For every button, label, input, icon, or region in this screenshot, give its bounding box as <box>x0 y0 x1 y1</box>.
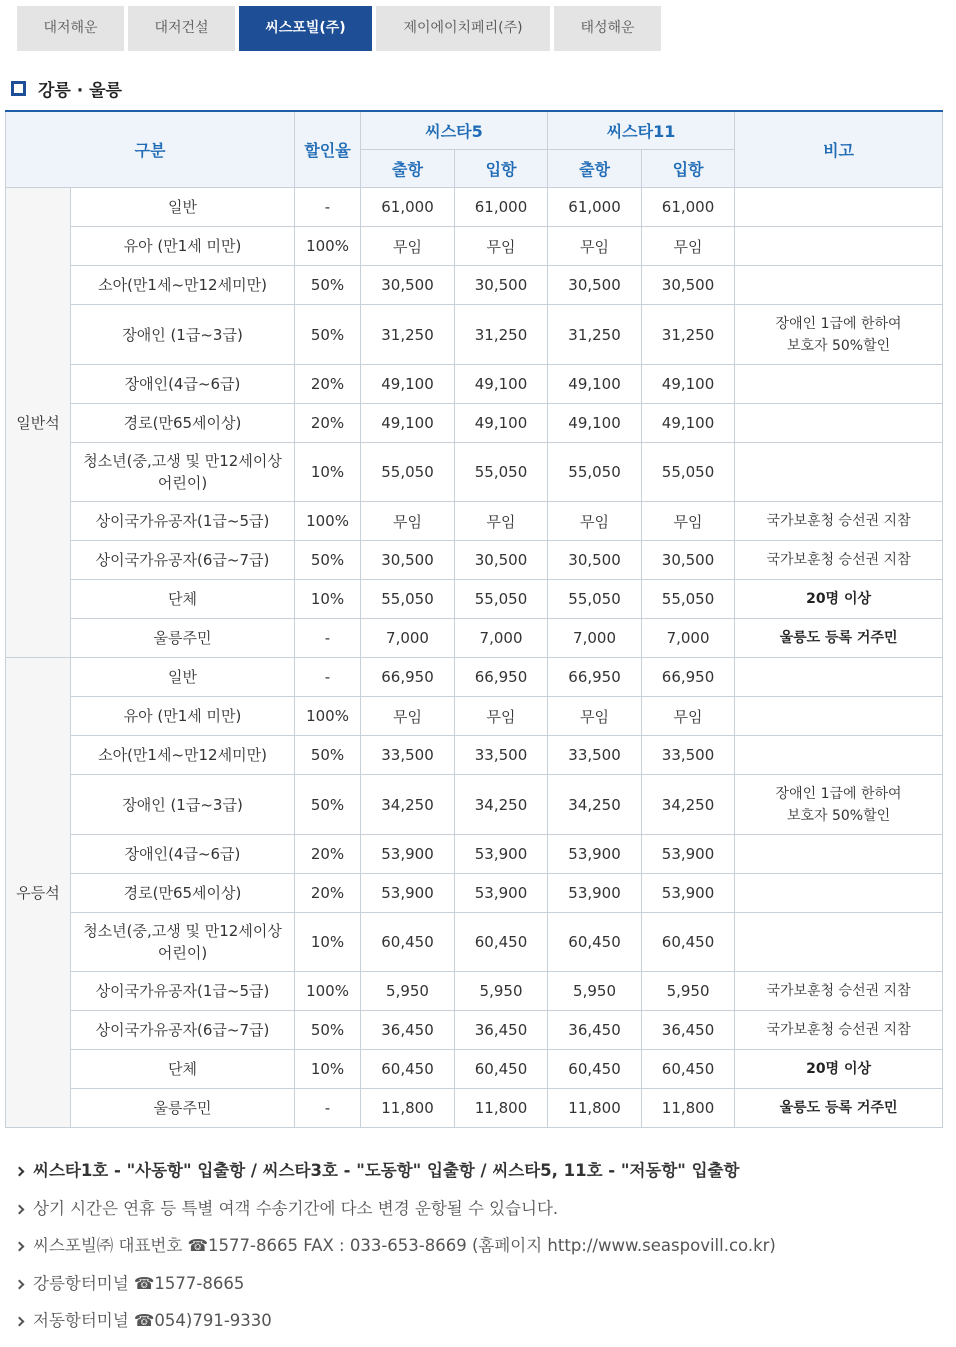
fare-cell: 7,000 <box>548 619 642 658</box>
table-row <box>6 619 943 658</box>
fare-cell: 30,500 <box>642 541 735 580</box>
fare-cell: 33,500 <box>642 736 735 775</box>
remarks-cell <box>735 658 943 697</box>
passenger-type-cell: 경로(만65세이상) <box>71 874 295 913</box>
fare-cell: 34,250 <box>548 775 642 835</box>
remarks-cell <box>735 736 943 775</box>
fare-cell: 30,500 <box>548 266 642 305</box>
discount-rate-cell: 50% <box>295 736 361 775</box>
remarks-cell: 20명 이상 <box>735 580 943 619</box>
fare-cell: 30,500 <box>361 266 455 305</box>
fare-cell: 11,800 <box>642 1089 735 1128</box>
fare-cell: 무임 <box>548 502 642 541</box>
fare-cell: 무임 <box>455 697 548 736</box>
fare-cell: 31,250 <box>455 305 548 365</box>
fare-cell: 53,900 <box>642 874 735 913</box>
remarks-cell: 국가보훈청 승선권 지참 <box>735 541 943 580</box>
fare-cell: 36,450 <box>455 1011 548 1050</box>
fare-cell: 30,500 <box>455 266 548 305</box>
fare-cell: 5,950 <box>361 972 455 1011</box>
remarks-cell: 울릉도 등록 거주민 <box>735 619 943 658</box>
fare-cell: 55,050 <box>548 580 642 619</box>
discount-rate-cell: 10% <box>295 443 361 502</box>
fare-cell: 30,500 <box>642 266 735 305</box>
fare-cell: 36,450 <box>642 1011 735 1050</box>
fare-cell: 55,050 <box>455 580 548 619</box>
table-row <box>6 404 943 443</box>
table-row <box>6 1050 943 1089</box>
passenger-type-cell: 청소년(중,고생 및 만12세이상 어린이) <box>71 913 295 972</box>
header-discount: 할인율 <box>295 111 361 188</box>
fare-cell: 33,500 <box>548 736 642 775</box>
fare-cell: 49,100 <box>455 404 548 443</box>
passenger-type-cell: 유아 (만1세 미만) <box>71 227 295 266</box>
table-row <box>6 227 943 266</box>
header-depart: 출항 <box>548 150 642 188</box>
header-remarks: 비고 <box>735 111 943 188</box>
table-row <box>6 443 943 502</box>
tab-jh-ferry[interactable]: 제이에이치페리(주) <box>376 6 550 51</box>
fare-cell: 55,050 <box>548 443 642 502</box>
tab-daejeo-construction[interactable]: 대저건설 <box>128 6 235 51</box>
remarks-cell: 국가보훈청 승선권 지참 <box>735 502 943 541</box>
remarks-cell: 장애인 1급에 한하여 보호자 50%할인 <box>735 305 943 365</box>
remarks-cell: 장애인 1급에 한하여 보호자 50%할인 <box>735 775 943 835</box>
passenger-type-cell: 청소년(중,고생 및 만12세이상 어린이) <box>71 443 295 502</box>
remarks-cell <box>735 227 943 266</box>
fare-cell: 31,250 <box>642 305 735 365</box>
passenger-type-cell: 상이국가유공자(1급~5급) <box>71 972 295 1011</box>
fare-cell: 55,050 <box>642 443 735 502</box>
passenger-type-cell: 장애인 (1급~3급) <box>71 775 295 835</box>
fare-cell: 53,900 <box>455 874 548 913</box>
discount-rate-cell: 10% <box>295 580 361 619</box>
fare-cell: 49,100 <box>548 404 642 443</box>
discount-rate-cell: 50% <box>295 775 361 835</box>
fare-cell: 31,250 <box>548 305 642 365</box>
passenger-type-cell: 울릉주민 <box>71 619 295 658</box>
discount-rate-cell: 50% <box>295 541 361 580</box>
fare-cell: 55,050 <box>455 443 548 502</box>
discount-rate-cell: 100% <box>295 697 361 736</box>
passenger-type-cell: 소아(만1세~만12세미만) <box>71 736 295 775</box>
fare-cell: 7,000 <box>361 619 455 658</box>
fare-cell: 53,900 <box>455 835 548 874</box>
fare-cell: 5,950 <box>548 972 642 1011</box>
table-row <box>6 913 943 972</box>
discount-rate-cell: - <box>295 1089 361 1128</box>
table-row <box>6 775 943 835</box>
header-arrive: 입항 <box>642 150 735 188</box>
table-row <box>6 266 943 305</box>
fare-cell: 30,500 <box>548 541 642 580</box>
remarks-cell: 20명 이상 <box>735 1050 943 1089</box>
remarks-cell <box>735 404 943 443</box>
fare-cell: 66,950 <box>548 658 642 697</box>
fare-cell: 무임 <box>361 697 455 736</box>
header-seastar11: 씨스타11 <box>548 111 735 150</box>
fare-cell: 무임 <box>455 227 548 266</box>
remarks-cell <box>735 188 943 227</box>
remarks-cell: 울릉도 등록 거주민 <box>735 1089 943 1128</box>
table-row <box>6 580 943 619</box>
passenger-type-cell: 유아 (만1세 미만) <box>71 697 295 736</box>
fare-cell: 55,050 <box>361 580 455 619</box>
fare-cell: 55,050 <box>361 443 455 502</box>
discount-rate-cell: 100% <box>295 972 361 1011</box>
notes-list <box>16 1158 776 1346</box>
note-item: 강릉항터미널 ☎1577-8665 <box>16 1271 776 1309</box>
fare-cell: 30,500 <box>455 541 548 580</box>
passenger-type-cell: 일반 <box>71 188 295 227</box>
fare-cell: 11,800 <box>361 1089 455 1128</box>
header-depart: 출항 <box>361 150 455 188</box>
passenger-type-cell: 장애인(4급~6급) <box>71 365 295 404</box>
fare-cell: 36,450 <box>548 1011 642 1050</box>
fare-cell: 5,950 <box>455 972 548 1011</box>
discount-rate-cell: 10% <box>295 1050 361 1089</box>
fare-cell: 36,450 <box>361 1011 455 1050</box>
fare-cell: 30,500 <box>361 541 455 580</box>
fare-cell: 60,450 <box>361 1050 455 1089</box>
fare-cell: 무임 <box>642 502 735 541</box>
fare-cell: 53,900 <box>361 835 455 874</box>
discount-rate-cell: 50% <box>295 266 361 305</box>
note-item: 씨스타1호 - "사동항" 입출항 / 씨스타3호 - "도동항" 입출항 / 씨스타5, 11호 - "저동항" 입출항 <box>16 1158 776 1196</box>
discount-rate-cell: 10% <box>295 913 361 972</box>
fare-cell: 66,950 <box>361 658 455 697</box>
remarks-cell: 국가보훈청 승선권 지참 <box>735 1011 943 1050</box>
passenger-type-cell: 일반 <box>71 658 295 697</box>
fare-cell: 31,250 <box>361 305 455 365</box>
tab-taesung-shipping[interactable]: 태성해운 <box>554 6 661 51</box>
remarks-cell <box>735 874 943 913</box>
seat-class-cell: 일반석 <box>6 188 71 658</box>
table-row <box>6 305 943 365</box>
passenger-type-cell: 경로(만65세이상) <box>71 404 295 443</box>
fare-cell: 무임 <box>642 697 735 736</box>
passenger-type-cell: 상이국가유공자(6급~7급) <box>71 541 295 580</box>
chevron-right-icon <box>15 1204 25 1214</box>
passenger-type-cell: 장애인 (1급~3급) <box>71 305 295 365</box>
chevron-right-icon <box>15 1167 25 1177</box>
company-tabs <box>17 6 661 51</box>
chevron-right-icon <box>15 1317 25 1327</box>
chevron-right-icon <box>15 1279 25 1289</box>
fare-cell: 66,950 <box>455 658 548 697</box>
table-row <box>6 736 943 775</box>
remarks-cell: 국가보훈청 승선권 지참 <box>735 972 943 1011</box>
tab-daejeo-shipping[interactable]: 대저해운 <box>17 6 124 51</box>
fare-cell: 61,000 <box>548 188 642 227</box>
note-item: 씨스포빌㈜ 대표번호 ☎1577-8665 FAX : 033-653-8669 (홈페이지 http://www.seaspovill.co.kr) <box>16 1233 776 1271</box>
fare-cell: 33,500 <box>455 736 548 775</box>
table-row <box>6 1011 943 1050</box>
fare-cell: 7,000 <box>455 619 548 658</box>
fare-cell: 60,450 <box>455 1050 548 1089</box>
fare-cell: 33,500 <box>361 736 455 775</box>
fare-table <box>5 110 943 1128</box>
header-category: 구분 <box>6 111 295 188</box>
fare-cell: 49,100 <box>642 365 735 404</box>
fare-cell: 60,450 <box>548 1050 642 1089</box>
passenger-type-cell: 상이국가유공자(1급~5급) <box>71 502 295 541</box>
fare-cell: 34,250 <box>361 775 455 835</box>
fare-cell: 49,100 <box>361 365 455 404</box>
fare-cell: 무임 <box>642 227 735 266</box>
fare-cell: 11,800 <box>548 1089 642 1128</box>
discount-rate-cell: - <box>295 658 361 697</box>
fare-cell: 60,450 <box>361 913 455 972</box>
header-arrive: 입항 <box>455 150 548 188</box>
fare-cell: 49,100 <box>548 365 642 404</box>
fare-cell: 49,100 <box>361 404 455 443</box>
fare-cell: 34,250 <box>455 775 548 835</box>
fare-cell: 53,900 <box>642 835 735 874</box>
table-row <box>6 697 943 736</box>
passenger-type-cell: 장애인(4급~6급) <box>71 835 295 874</box>
remarks-cell <box>735 365 943 404</box>
passenger-type-cell: 단체 <box>71 1050 295 1089</box>
fare-cell: 7,000 <box>642 619 735 658</box>
section-title <box>11 74 122 102</box>
fare-cell: 11,800 <box>455 1089 548 1128</box>
discount-rate-cell: 20% <box>295 835 361 874</box>
fare-cell: 61,000 <box>642 188 735 227</box>
table-row <box>6 365 943 404</box>
fare-cell: 66,950 <box>642 658 735 697</box>
table-row <box>6 188 943 227</box>
header-seastar5: 씨스타5 <box>361 111 548 150</box>
fare-cell: 53,900 <box>548 835 642 874</box>
remarks-cell <box>735 443 943 502</box>
discount-rate-cell: - <box>295 619 361 658</box>
remarks-cell <box>735 266 943 305</box>
fare-cell: 60,450 <box>455 913 548 972</box>
passenger-type-cell: 울릉주민 <box>71 1089 295 1128</box>
discount-rate-cell: 20% <box>295 874 361 913</box>
fare-cell: 60,450 <box>548 913 642 972</box>
remarks-cell <box>735 697 943 736</box>
discount-rate-cell: 20% <box>295 404 361 443</box>
discount-rate-cell: 50% <box>295 305 361 365</box>
fare-cell: 53,900 <box>548 874 642 913</box>
fare-cell: 60,450 <box>642 1050 735 1089</box>
table-row <box>6 874 943 913</box>
section-title-text: 강릉 · 울릉 <box>38 80 122 101</box>
remarks-cell <box>735 913 943 972</box>
table-row <box>6 502 943 541</box>
fare-cell: 49,100 <box>642 404 735 443</box>
discount-rate-cell: - <box>295 188 361 227</box>
table-row <box>6 1089 943 1128</box>
tab-seaspovill[interactable]: 씨스포빌(주) <box>239 6 372 51</box>
fare-cell: 무임 <box>548 227 642 266</box>
table-row <box>6 835 943 874</box>
fare-cell: 무임 <box>361 502 455 541</box>
note-item: 상기 시간은 연휴 등 특별 여객 수송기간에 다소 변경 운항될 수 있습니다. <box>16 1196 776 1234</box>
discount-rate-cell: 100% <box>295 502 361 541</box>
table-row <box>6 658 943 697</box>
fare-cell: 5,950 <box>642 972 735 1011</box>
fare-cell: 61,000 <box>361 188 455 227</box>
discount-rate-cell: 20% <box>295 365 361 404</box>
passenger-type-cell: 소아(만1세~만12세미만) <box>71 266 295 305</box>
note-item: 저동항터미널 ☎054)791-9330 <box>16 1308 776 1346</box>
remarks-cell <box>735 835 943 874</box>
fare-cell: 무임 <box>548 697 642 736</box>
fare-cell: 55,050 <box>642 580 735 619</box>
passenger-type-cell: 상이국가유공자(6급~7급) <box>71 1011 295 1050</box>
fare-cell: 60,450 <box>642 913 735 972</box>
fare-cell: 53,900 <box>361 874 455 913</box>
square-bullet-icon <box>11 81 26 96</box>
passenger-type-cell: 단체 <box>71 580 295 619</box>
fare-cell: 34,250 <box>642 775 735 835</box>
fare-cell: 무임 <box>455 502 548 541</box>
fare-cell: 49,100 <box>455 365 548 404</box>
discount-rate-cell: 100% <box>295 227 361 266</box>
chevron-right-icon <box>15 1242 25 1252</box>
fare-cell: 61,000 <box>455 188 548 227</box>
discount-rate-cell: 50% <box>295 1011 361 1050</box>
table-row <box>6 972 943 1011</box>
seat-class-cell: 우등석 <box>6 658 71 1128</box>
fare-cell: 무임 <box>361 227 455 266</box>
table-row <box>6 541 943 580</box>
